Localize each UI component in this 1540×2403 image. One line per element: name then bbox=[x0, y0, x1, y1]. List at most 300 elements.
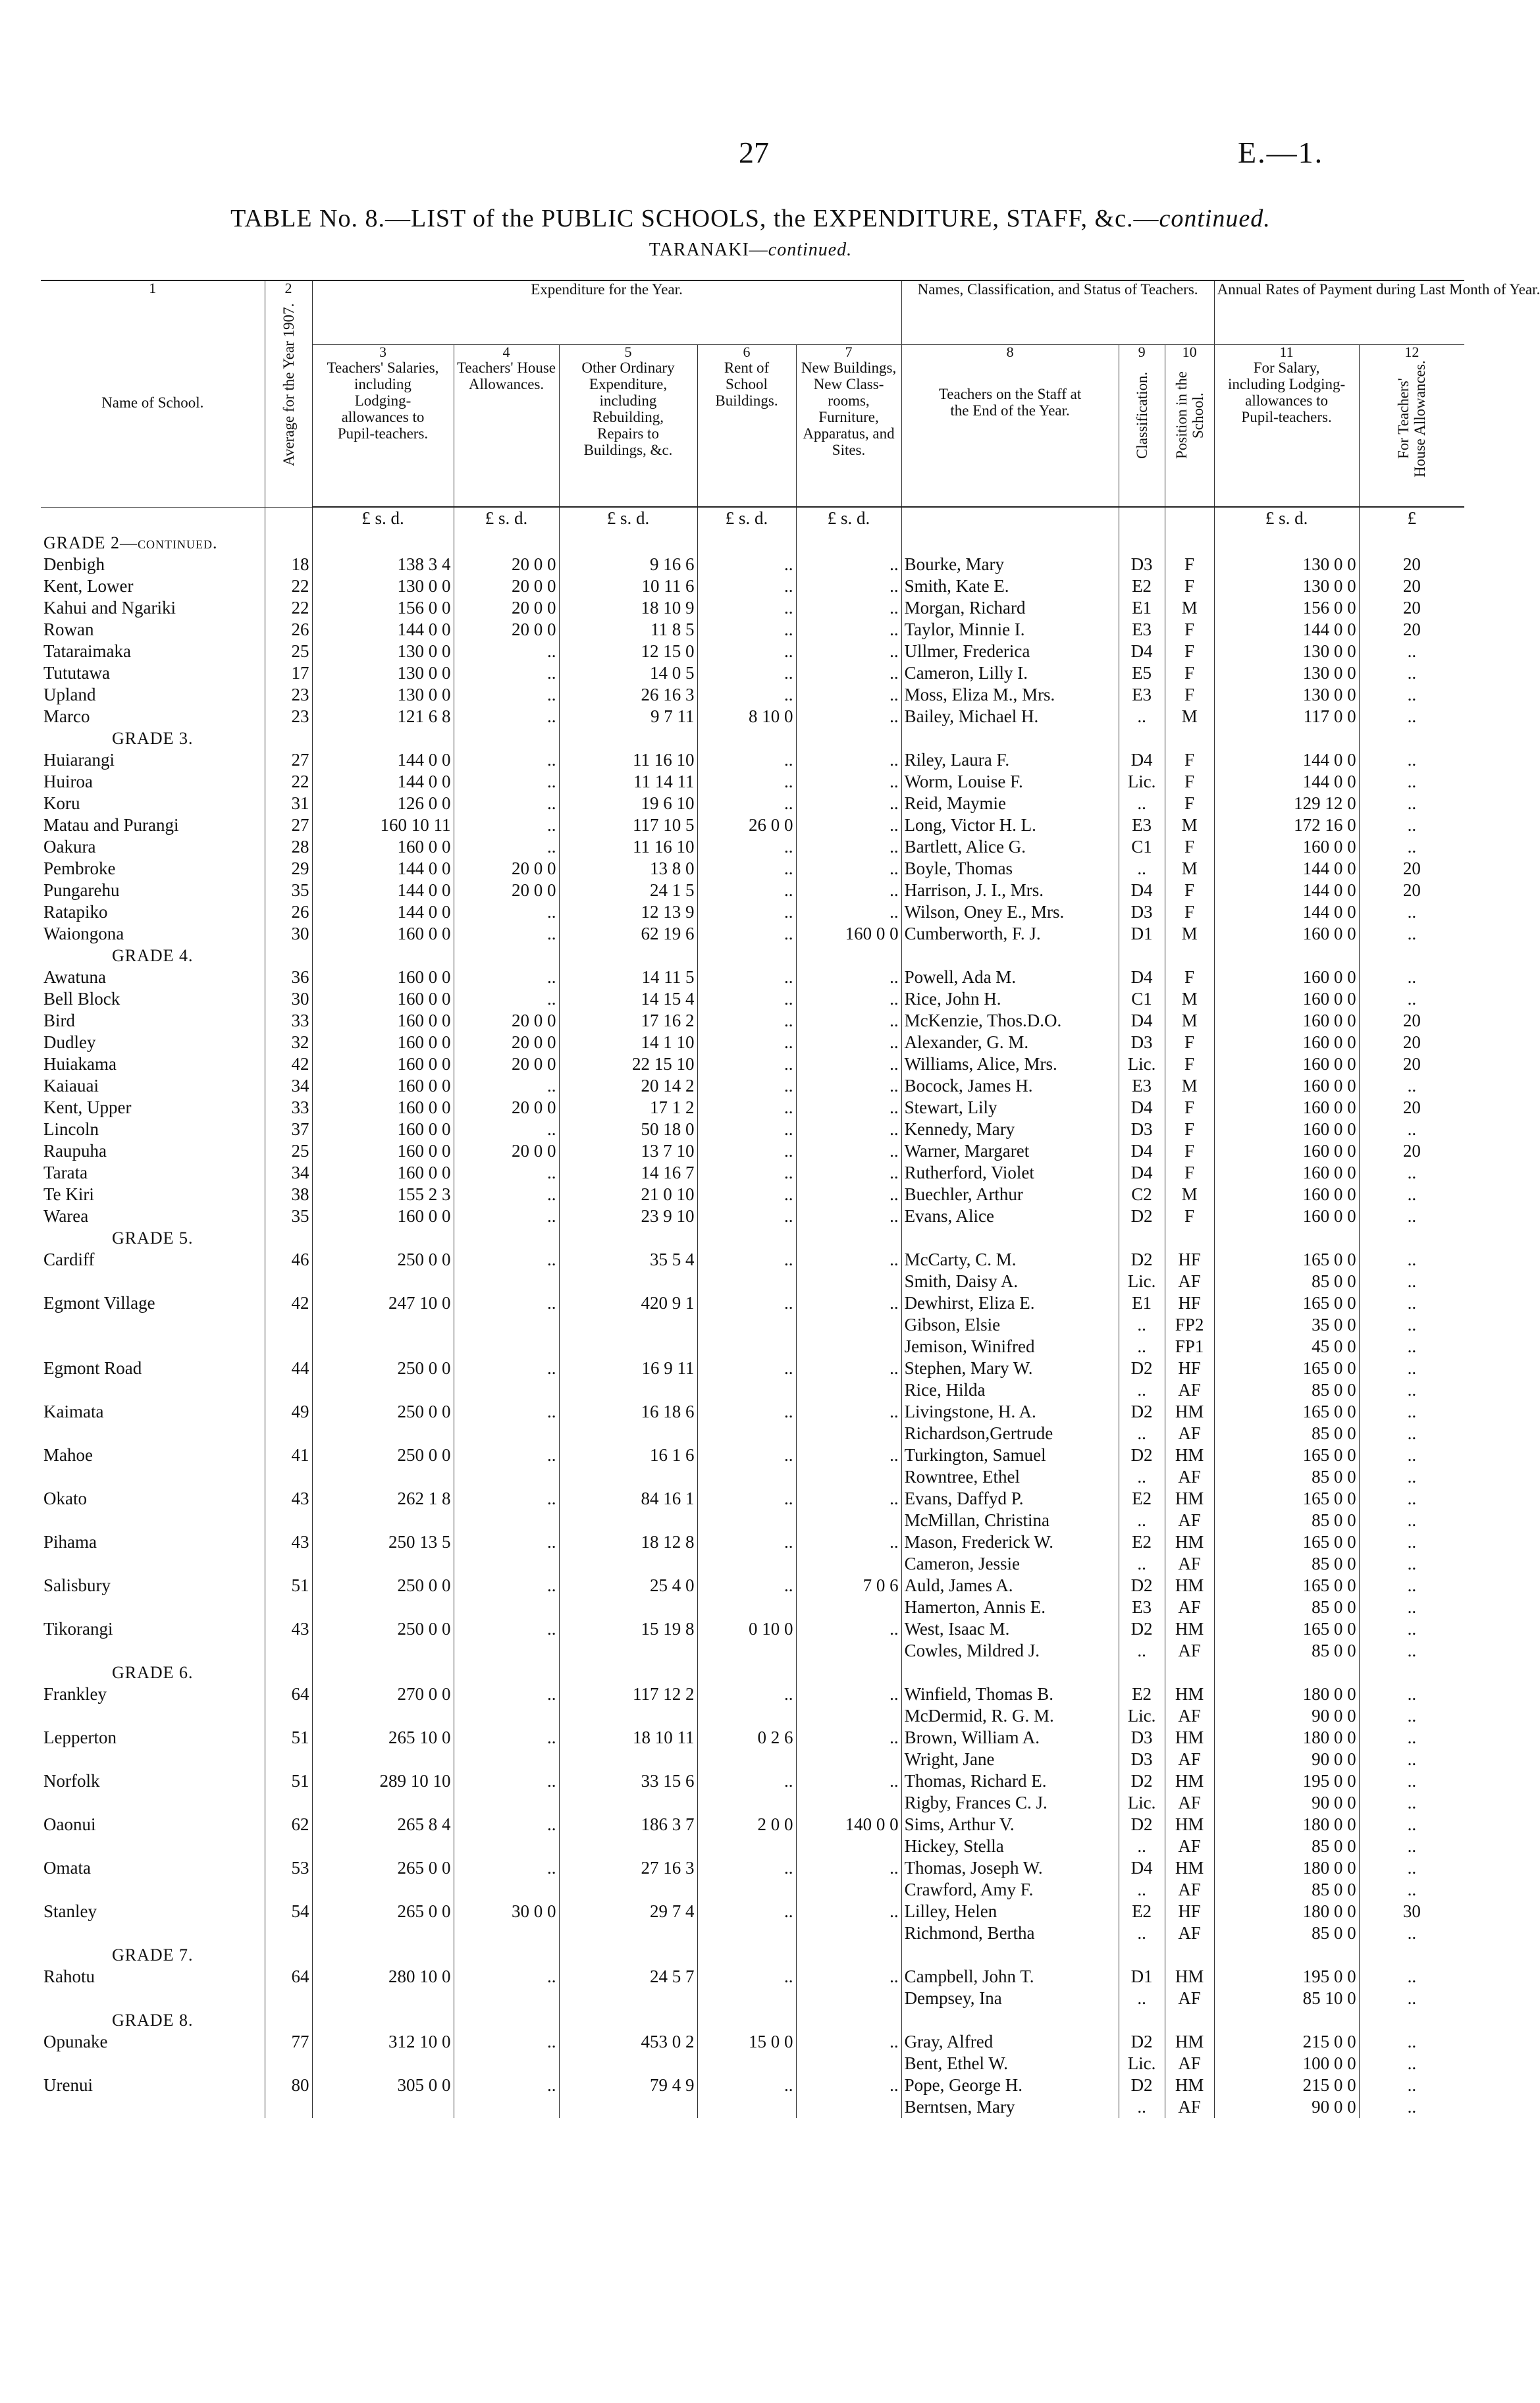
school-name: Egmont Road bbox=[41, 1358, 265, 1379]
school-name: Kahui and Ngariki bbox=[41, 597, 265, 619]
house-allowance-amount: 20 0 0 bbox=[454, 619, 559, 641]
rent-amount: .. bbox=[697, 1205, 796, 1227]
average-attendance bbox=[265, 1640, 312, 1662]
rent-amount bbox=[697, 1597, 796, 1618]
classification: C1 bbox=[1119, 836, 1165, 858]
salary-rate: 85 0 0 bbox=[1214, 1553, 1359, 1575]
average-attendance: 26 bbox=[265, 619, 312, 641]
teacher-name: Williams, Alice, Mrs. bbox=[901, 1053, 1119, 1075]
other-expenditure-amount: 62 19 6 bbox=[559, 923, 697, 945]
average-attendance: 31 bbox=[265, 793, 312, 814]
other-expenditure-amount: 15 19 8 bbox=[559, 1618, 697, 1640]
allowance-rate: .. bbox=[1407, 1163, 1417, 1182]
salaries-amount bbox=[312, 1988, 454, 2009]
table-row bbox=[41, 706, 1464, 727]
allowance-rate: .. bbox=[1407, 1836, 1417, 1856]
salaries-amount: 250 0 0 bbox=[312, 1249, 454, 1271]
classification: D4 bbox=[1119, 1857, 1165, 1879]
average-attendance: 32 bbox=[265, 1032, 312, 1053]
house-allowance-amount bbox=[454, 1988, 559, 2009]
school-name bbox=[41, 1271, 265, 1292]
rent-amount bbox=[697, 1553, 796, 1575]
teacher-name: Smith, Daisy A. bbox=[901, 1271, 1119, 1292]
salary-rate: 156 0 0 bbox=[1214, 597, 1359, 619]
allowance-rate: .. bbox=[1407, 989, 1417, 1009]
average-attendance: 26 bbox=[265, 901, 312, 923]
other-expenditure-amount bbox=[559, 1705, 697, 1727]
average-attendance: 38 bbox=[265, 1184, 312, 1205]
table-row bbox=[41, 1205, 1464, 1227]
salaries-amount: 305 0 0 bbox=[312, 2074, 454, 2096]
average-attendance bbox=[265, 2053, 312, 2074]
house-allowance-amount: .. bbox=[454, 641, 559, 662]
rent-amount: .. bbox=[697, 1531, 796, 1553]
allowance-rate: .. bbox=[1407, 1771, 1417, 1791]
classification: Lic. bbox=[1119, 1271, 1165, 1292]
other-expenditure-amount: 11 8 5 bbox=[559, 619, 697, 641]
rent-amount: .. bbox=[697, 1032, 796, 1053]
school-name: Awatuna bbox=[41, 966, 265, 988]
position: M bbox=[1165, 1010, 1214, 1032]
salary-rate: 160 0 0 bbox=[1214, 1184, 1359, 1205]
rent-amount bbox=[697, 1749, 796, 1770]
teacher-name: Long, Victor H. L. bbox=[901, 814, 1119, 836]
average-attendance bbox=[265, 1879, 312, 1901]
other-expenditure-amount: 13 7 10 bbox=[559, 1140, 697, 1162]
allowance-rate: .. bbox=[1407, 1184, 1417, 1204]
school-name: Tikorangi bbox=[41, 1618, 265, 1640]
position: M bbox=[1165, 858, 1214, 880]
new-buildings-amount: .. bbox=[796, 1032, 901, 1053]
allowance-rate: .. bbox=[1407, 1293, 1417, 1313]
classification: D2 bbox=[1119, 1814, 1165, 1835]
col-label: Teachers on the Staff at the End of the Year. bbox=[938, 386, 1082, 419]
salary-rate: 160 0 0 bbox=[1214, 1053, 1359, 1075]
col-number: 8 bbox=[1006, 344, 1014, 360]
other-expenditure-amount bbox=[559, 1879, 697, 1901]
unit-label: £ s. d. bbox=[697, 507, 796, 529]
salaries-amount bbox=[312, 2053, 454, 2074]
table-row bbox=[41, 1097, 1464, 1119]
salaries-amount bbox=[312, 1314, 454, 1336]
position: HM bbox=[1165, 1618, 1214, 1640]
classification: .. bbox=[1119, 1640, 1165, 1662]
position: M bbox=[1165, 1075, 1214, 1097]
school-name: Waiongona bbox=[41, 923, 265, 945]
allowance-rate: .. bbox=[1407, 1076, 1417, 1096]
rent-amount: .. bbox=[697, 1010, 796, 1032]
teacher-name: Warner, Margaret bbox=[901, 1140, 1119, 1162]
salaries-amount: 250 0 0 bbox=[312, 1401, 454, 1423]
other-expenditure-amount: 453 0 2 bbox=[559, 2031, 697, 2053]
rent-amount: .. bbox=[697, 2074, 796, 2096]
position: F bbox=[1165, 619, 1214, 641]
salaries-amount: 312 10 0 bbox=[312, 2031, 454, 2053]
new-buildings-amount: .. bbox=[796, 2074, 901, 2096]
salary-rate: 180 0 0 bbox=[1214, 1901, 1359, 1922]
classification: C2 bbox=[1119, 1184, 1165, 1205]
teacher-name: Alexander, G. M. bbox=[901, 1032, 1119, 1053]
rent-amount: .. bbox=[697, 1358, 796, 1379]
allowance-rate: .. bbox=[1407, 1793, 1417, 1812]
position: F bbox=[1165, 880, 1214, 901]
rent-amount: .. bbox=[697, 1162, 796, 1184]
col-new-buildings-header bbox=[796, 345, 901, 508]
table-title-text: TABLE No. 8.—LIST of the PUBLIC SCHOOLS, the EXPENDITURE, STAFF, &c.— bbox=[230, 205, 1159, 232]
col-teachers-header bbox=[901, 345, 1119, 508]
classification: .. bbox=[1119, 858, 1165, 880]
position: HM bbox=[1165, 1575, 1214, 1597]
allowance-rate: .. bbox=[1407, 706, 1417, 726]
teacher-name: McKenzie, Thos.D.O. bbox=[901, 1010, 1119, 1032]
other-expenditure-amount: 11 16 10 bbox=[559, 749, 697, 771]
salaries-amount: 160 0 0 bbox=[312, 1140, 454, 1162]
teacher-name: Auld, James A. bbox=[901, 1575, 1119, 1597]
school-name: Huiakama bbox=[41, 1053, 265, 1075]
table-row bbox=[41, 1444, 1464, 1466]
house-allowance-amount: 20 0 0 bbox=[454, 1010, 559, 1032]
allowance-rate: .. bbox=[1407, 1445, 1417, 1465]
position: F bbox=[1165, 749, 1214, 771]
rent-amount bbox=[697, 1314, 796, 1336]
position: HM bbox=[1165, 2074, 1214, 2096]
position: M bbox=[1165, 706, 1214, 727]
school-name: Pungarehu bbox=[41, 880, 265, 901]
table-row bbox=[41, 858, 1464, 880]
rent-amount bbox=[697, 1379, 796, 1401]
house-allowance-amount bbox=[454, 1553, 559, 1575]
school-name: Egmont Village bbox=[41, 1292, 265, 1314]
rent-amount: .. bbox=[697, 1292, 796, 1314]
school-name: Tataraimaka bbox=[41, 641, 265, 662]
school-name: Lincoln bbox=[41, 1119, 265, 1140]
school-name: Pihama bbox=[41, 1531, 265, 1553]
teacher-name: Berntsen, Mary bbox=[901, 2096, 1119, 2118]
classification: D2 bbox=[1119, 1358, 1165, 1379]
salary-rate: 195 0 0 bbox=[1214, 1770, 1359, 1792]
allowance-rate: .. bbox=[1407, 1641, 1417, 1660]
average-attendance bbox=[265, 1336, 312, 1358]
position: AF bbox=[1165, 1792, 1214, 1814]
allowance-rate: .. bbox=[1407, 924, 1417, 943]
salaries-amount: 160 0 0 bbox=[312, 1119, 454, 1140]
allowance-rate: .. bbox=[1407, 1315, 1417, 1334]
new-buildings-amount bbox=[796, 1879, 901, 1901]
salaries-amount bbox=[312, 1597, 454, 1618]
salary-rate: 85 0 0 bbox=[1214, 1835, 1359, 1857]
table-row bbox=[41, 1358, 1464, 1379]
other-expenditure-amount: 18 12 8 bbox=[559, 1531, 697, 1553]
salary-rate: 180 0 0 bbox=[1214, 1857, 1359, 1879]
teacher-name: Rowntree, Ethel bbox=[901, 1466, 1119, 1488]
classification: Lic. bbox=[1119, 1053, 1165, 1075]
allowance-rate: 20 bbox=[1402, 1141, 1421, 1161]
school-name bbox=[41, 1705, 265, 1727]
table-row bbox=[41, 1792, 1464, 1814]
average-attendance: 43 bbox=[265, 1531, 312, 1553]
teacher-name: Wright, Jane bbox=[901, 1749, 1119, 1770]
school-name bbox=[41, 1314, 265, 1336]
unit-label: £ s. d. bbox=[312, 507, 454, 529]
salaries-amount: 250 0 0 bbox=[312, 1444, 454, 1466]
salary-rate: 165 0 0 bbox=[1214, 1488, 1359, 1510]
salary-rate: 160 0 0 bbox=[1214, 988, 1359, 1010]
classification: E2 bbox=[1119, 1683, 1165, 1705]
col-number: 6 bbox=[743, 344, 751, 360]
salary-rate: 165 0 0 bbox=[1214, 1292, 1359, 1314]
table-row bbox=[41, 836, 1464, 858]
table-row bbox=[41, 641, 1464, 662]
allowance-rate: .. bbox=[1407, 1271, 1417, 1291]
average-attendance bbox=[265, 1922, 312, 1944]
allowance-rate: .. bbox=[1407, 1706, 1417, 1726]
other-expenditure-amount: 14 1 10 bbox=[559, 1032, 697, 1053]
rent-amount: .. bbox=[697, 923, 796, 945]
position: F bbox=[1165, 901, 1214, 923]
position: AF bbox=[1165, 1922, 1214, 1944]
salaries-amount: 144 0 0 bbox=[312, 880, 454, 901]
classification: D3 bbox=[1119, 554, 1165, 575]
new-buildings-amount: .. bbox=[796, 1683, 901, 1705]
salaries-amount bbox=[312, 2096, 454, 2118]
rent-amount: 2 0 0 bbox=[697, 1814, 796, 1835]
allowance-rate: 20 bbox=[1402, 1054, 1421, 1074]
salary-rate: 180 0 0 bbox=[1214, 1814, 1359, 1835]
other-expenditure-amount: 27 16 3 bbox=[559, 1857, 697, 1879]
rent-amount: .. bbox=[697, 1075, 796, 1097]
teacher-name: Hamerton, Annis E. bbox=[901, 1597, 1119, 1618]
salaries-amount: 160 0 0 bbox=[312, 1205, 454, 1227]
other-expenditure-amount bbox=[559, 1553, 697, 1575]
classification: D1 bbox=[1119, 923, 1165, 945]
allowance-rate: .. bbox=[1407, 902, 1417, 922]
classification: D4 bbox=[1119, 1097, 1165, 1119]
units-row bbox=[41, 507, 1464, 529]
teacher-name: Buechler, Arthur bbox=[901, 1184, 1119, 1205]
col-label: Teachers' House Allowances. bbox=[456, 359, 556, 392]
grade-heading-row bbox=[41, 727, 1464, 749]
new-buildings-amount bbox=[796, 1379, 901, 1401]
new-buildings-amount bbox=[796, 1640, 901, 1662]
salary-rate: 100 0 0 bbox=[1214, 2053, 1359, 2074]
position: AF bbox=[1165, 1271, 1214, 1292]
teacher-name: Gibson, Elsie bbox=[901, 1314, 1119, 1336]
salary-rate: 85 0 0 bbox=[1214, 1423, 1359, 1444]
teacher-name: Stewart, Lily bbox=[901, 1097, 1119, 1119]
new-buildings-amount bbox=[796, 1922, 901, 1944]
allowance-rate: .. bbox=[1407, 1250, 1417, 1269]
col-label: Other Ordinary Expenditure, including Rebuilding, Repairs to Buildings, &c. bbox=[581, 359, 675, 458]
new-buildings-amount: .. bbox=[796, 575, 901, 597]
other-expenditure-amount: 10 11 6 bbox=[559, 575, 697, 597]
salary-rate: 144 0 0 bbox=[1214, 901, 1359, 923]
school-name: Salisbury bbox=[41, 1575, 265, 1597]
school-name: Cardiff bbox=[41, 1249, 265, 1271]
average-attendance bbox=[265, 1553, 312, 1575]
salaries-amount: 144 0 0 bbox=[312, 901, 454, 923]
table-row bbox=[41, 988, 1464, 1010]
allowance-rate: .. bbox=[1407, 1684, 1417, 1704]
page-number: 27 bbox=[739, 136, 769, 169]
new-buildings-amount: 140 0 0 bbox=[796, 1814, 901, 1835]
rent-amount: .. bbox=[697, 749, 796, 771]
house-allowance-amount: .. bbox=[454, 793, 559, 814]
salary-rate: 160 0 0 bbox=[1214, 1010, 1359, 1032]
other-expenditure-amount: 14 16 7 bbox=[559, 1162, 697, 1184]
teacher-name: McMillan, Christina bbox=[901, 1510, 1119, 1531]
classification: .. bbox=[1119, 793, 1165, 814]
new-buildings-amount: .. bbox=[796, 988, 901, 1010]
teacher-name: Dewhirst, Eliza E. bbox=[901, 1292, 1119, 1314]
table-row bbox=[41, 901, 1464, 923]
classification: C1 bbox=[1119, 988, 1165, 1010]
new-buildings-amount bbox=[796, 1423, 901, 1444]
school-name: Matau and Purangi bbox=[41, 814, 265, 836]
average-attendance: 62 bbox=[265, 1814, 312, 1835]
table-row bbox=[41, 1988, 1464, 2009]
new-buildings-amount: .. bbox=[796, 1857, 901, 1879]
house-allowance-amount bbox=[454, 1336, 559, 1358]
table-row bbox=[41, 1423, 1464, 1444]
average-attendance: 42 bbox=[265, 1292, 312, 1314]
salaries-amount: 160 0 0 bbox=[312, 1162, 454, 1184]
school-name bbox=[41, 1640, 265, 1662]
allowance-rate: .. bbox=[1407, 2097, 1417, 2117]
teacher-name: Turkington, Samuel bbox=[901, 1444, 1119, 1466]
house-allowance-amount bbox=[454, 1749, 559, 1770]
table-title-continued: continued. bbox=[1159, 205, 1271, 232]
new-buildings-amount: .. bbox=[796, 641, 901, 662]
house-allowance-amount: 20 0 0 bbox=[454, 1140, 559, 1162]
school-name: Kent, Lower bbox=[41, 575, 265, 597]
average-attendance bbox=[265, 2096, 312, 2118]
salary-rate: 165 0 0 bbox=[1214, 1444, 1359, 1466]
position: AF bbox=[1165, 1640, 1214, 1662]
table-row bbox=[41, 1140, 1464, 1162]
house-allowance-amount: .. bbox=[454, 1292, 559, 1314]
rent-amount bbox=[697, 1466, 796, 1488]
average-attendance bbox=[265, 1705, 312, 1727]
classification: E3 bbox=[1119, 814, 1165, 836]
teacher-name: Crawford, Amy F. bbox=[901, 1879, 1119, 1901]
average-attendance: 22 bbox=[265, 575, 312, 597]
salary-rate: 45 0 0 bbox=[1214, 1336, 1359, 1358]
school-name: Omata bbox=[41, 1857, 265, 1879]
salary-rate: 160 0 0 bbox=[1214, 966, 1359, 988]
teacher-name: Moss, Eliza M., Mrs. bbox=[901, 684, 1119, 706]
salary-rate: 85 0 0 bbox=[1214, 1510, 1359, 1531]
table-row bbox=[41, 1683, 1464, 1705]
position: HM bbox=[1165, 1966, 1214, 1988]
salaries-amount: 250 0 0 bbox=[312, 1575, 454, 1597]
position: AF bbox=[1165, 1988, 1214, 2009]
average-attendance: 80 bbox=[265, 2074, 312, 2096]
teacher-name: Ullmer, Frederica bbox=[901, 641, 1119, 662]
new-buildings-amount: .. bbox=[796, 1292, 901, 1314]
house-allowance-amount: .. bbox=[454, 2031, 559, 2053]
classification: E2 bbox=[1119, 1901, 1165, 1922]
col-label: For Salary, including Lodging-allowances to Pupil-teachers. bbox=[1227, 359, 1346, 425]
rent-amount: .. bbox=[697, 901, 796, 923]
school-name: Te Kiri bbox=[41, 1184, 265, 1205]
salaries-amount bbox=[312, 1835, 454, 1857]
position: AF bbox=[1165, 1749, 1214, 1770]
teacher-name: Cowles, Mildred J. bbox=[901, 1640, 1119, 1662]
salary-rate: 90 0 0 bbox=[1214, 1749, 1359, 1770]
new-buildings-amount: .. bbox=[796, 1727, 901, 1749]
table-row bbox=[41, 1488, 1464, 1510]
new-buildings-amount: .. bbox=[796, 771, 901, 793]
table-subtitle-text: TARANAKI— bbox=[649, 240, 768, 260]
salary-rate: 160 0 0 bbox=[1214, 1075, 1359, 1097]
teacher-name: Cameron, Lilly I. bbox=[901, 662, 1119, 684]
school-name bbox=[41, 1597, 265, 1618]
teacher-name: Wilson, Oney E., Mrs. bbox=[901, 901, 1119, 923]
allowance-rate: .. bbox=[1407, 750, 1417, 770]
salaries-amount: 262 1 8 bbox=[312, 1488, 454, 1510]
other-expenditure-amount bbox=[559, 1922, 697, 1944]
salary-rate: 165 0 0 bbox=[1214, 1531, 1359, 1553]
position: F bbox=[1165, 771, 1214, 793]
allowance-rate: .. bbox=[1407, 1880, 1417, 1899]
salary-rate: 160 0 0 bbox=[1214, 836, 1359, 858]
average-attendance bbox=[265, 1314, 312, 1336]
salary-rate: 130 0 0 bbox=[1214, 554, 1359, 575]
other-expenditure-amount: 29 7 4 bbox=[559, 1901, 697, 1922]
other-expenditure-amount: 33 15 6 bbox=[559, 1770, 697, 1792]
other-expenditure-amount: 14 0 5 bbox=[559, 662, 697, 684]
rent-amount bbox=[697, 1423, 796, 1444]
unit-label: £ s. d. bbox=[1214, 507, 1359, 529]
rent-amount: 15 0 0 bbox=[697, 2031, 796, 2053]
new-buildings-amount bbox=[796, 1792, 901, 1814]
other-expenditure-amount: 19 6 10 bbox=[559, 793, 697, 814]
teacher-name: Cameron, Jessie bbox=[901, 1553, 1119, 1575]
new-buildings-amount: .. bbox=[796, 880, 901, 901]
other-expenditure-amount: 21 0 10 bbox=[559, 1184, 697, 1205]
other-expenditure-amount: 14 11 5 bbox=[559, 966, 697, 988]
other-expenditure-amount bbox=[559, 1835, 697, 1857]
other-expenditure-amount: 17 1 2 bbox=[559, 1097, 697, 1119]
col-allowance-header bbox=[1359, 345, 1464, 508]
table-header bbox=[41, 280, 1540, 507]
position: HM bbox=[1165, 1857, 1214, 1879]
table-row bbox=[41, 1531, 1464, 1553]
house-allowance-amount: .. bbox=[454, 1531, 559, 1553]
other-expenditure-amount: 12 15 0 bbox=[559, 641, 697, 662]
classification: E3 bbox=[1119, 619, 1165, 641]
other-expenditure-amount: 20 14 2 bbox=[559, 1075, 697, 1097]
classification: E1 bbox=[1119, 597, 1165, 619]
position: F bbox=[1165, 793, 1214, 814]
salaries-amount bbox=[312, 1640, 454, 1662]
table-row bbox=[41, 1466, 1464, 1488]
other-expenditure-amount bbox=[559, 1640, 697, 1662]
new-buildings-amount: .. bbox=[796, 1444, 901, 1466]
table-title bbox=[0, 204, 1501, 233]
teacher-name: Winfield, Thomas B. bbox=[901, 1683, 1119, 1705]
house-allowance-amount: .. bbox=[454, 1618, 559, 1640]
rent-amount: .. bbox=[697, 988, 796, 1010]
new-buildings-amount: .. bbox=[796, 1184, 901, 1205]
new-buildings-amount: .. bbox=[796, 1249, 901, 1271]
rent-amount: .. bbox=[697, 1966, 796, 1988]
salary-rate: 165 0 0 bbox=[1214, 1575, 1359, 1597]
table-row bbox=[41, 814, 1464, 836]
average-attendance: 51 bbox=[265, 1575, 312, 1597]
position: AF bbox=[1165, 1705, 1214, 1727]
col-number: 4 bbox=[502, 344, 510, 360]
